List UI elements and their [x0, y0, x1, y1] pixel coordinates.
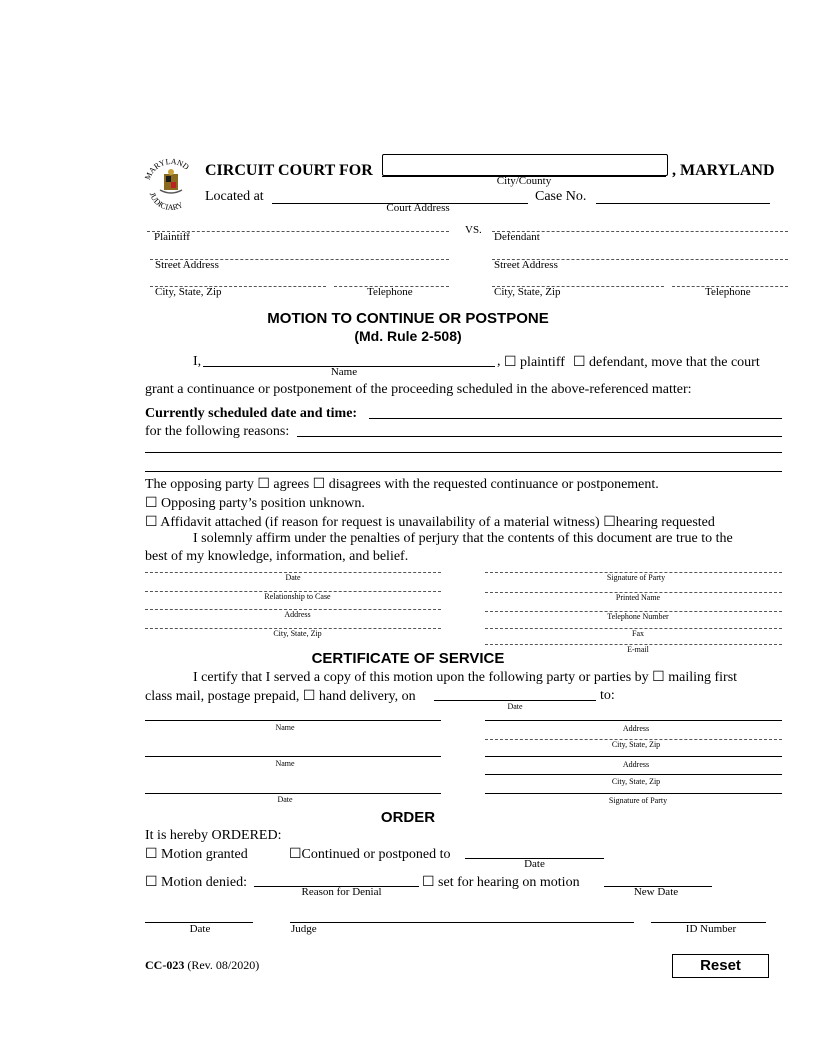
motion-denied-checkbox[interactable]: ☐ Motion denied: [145, 875, 247, 890]
form-revision: (Rev. 08/2020) [187, 958, 260, 972]
plaintiff-city-caption: City, State, Zip [155, 286, 222, 298]
form-id-code: CC-023 [145, 958, 185, 972]
plaintiff-street-caption: Street Address [155, 259, 219, 271]
i-label: I, [193, 354, 202, 369]
sig-date-caption: Date [285, 573, 301, 582]
service-signature-caption: Signature of Party [608, 796, 668, 805]
affirm-text-1: I solemnly affirm under the penalties of perjury that the contents of this document are true to the [193, 531, 733, 546]
case-no-label: Case No. [535, 189, 587, 204]
plaintiff-caption: Plaintiff [154, 231, 190, 243]
position-unknown-checkbox[interactable]: ☐ Opposing party’s position unknown. [145, 496, 365, 511]
service-address-2-field[interactable] [485, 756, 782, 757]
service-name-2-caption: Name [275, 759, 295, 768]
affidavit-checkbox[interactable]: ☐ Affidavit attached (if reason for request is unavailability of a material witness) ☐hearing requested [145, 515, 715, 530]
city-county-caption: City/County [496, 175, 552, 187]
party-signature-caption: Signature of Party [606, 573, 666, 582]
movant-name-caption: Name [330, 366, 358, 378]
seal-text-top: MARYLAND [143, 156, 191, 182]
certify-line-1[interactable]: I certify that I served a copy of this motion upon the following party or parties by ☐ mailing first [193, 670, 738, 685]
affirm-text-2: best of my knowledge, information, and belief. [145, 549, 409, 564]
defendant-checkbox[interactable]: ☐ defendant, move that the court [573, 355, 760, 370]
service-name-2-field[interactable] [145, 756, 441, 757]
service-date-caption: Date [507, 702, 523, 711]
service-name-1-caption: Name [275, 723, 295, 732]
case-no-field[interactable] [596, 203, 770, 204]
certificate-title: CERTIFICATE OF SERVICE [311, 650, 505, 667]
plaintiff-checkbox[interactable]: ☐ plaintiff [504, 355, 565, 370]
sig-city-caption: City, State, Zip [273, 629, 322, 638]
defendant-city-caption: City, State, Zip [494, 286, 561, 298]
motion-title: MOTION TO CONTINUE OR POSTPONE [267, 310, 549, 327]
service-city-2-field[interactable] [485, 774, 782, 775]
reasons-field-3[interactable] [145, 471, 782, 472]
relationship-caption: Relationship to Case [264, 592, 331, 601]
vs-label: VS. [465, 224, 482, 236]
grant-text: grant a continuance or postponement of the proceeding scheduled in the above-referenced matter: [145, 382, 692, 397]
judge-caption: Judge [291, 923, 317, 935]
service-city-1-caption: City, State, Zip [611, 740, 661, 749]
fax-caption: Fax [632, 629, 644, 638]
scheduled-label: Currently scheduled date and time: [145, 406, 358, 421]
service-date-sign-field[interactable] [145, 793, 441, 794]
continued-date-caption: Date [524, 858, 545, 870]
id-number-caption: ID Number [685, 923, 737, 935]
motion-rule: (Md. Rule 2-508) [354, 328, 462, 344]
ordered-text: It is hereby ORDERED: [145, 828, 282, 843]
sig-address-caption: Address [284, 610, 311, 619]
form-id [145, 958, 259, 973]
reasons-field-2[interactable] [145, 452, 782, 453]
set-hearing-checkbox[interactable]: ☐ set for hearing on motion [422, 875, 580, 890]
order-title: ORDER [380, 809, 436, 826]
reasons-field-1[interactable] [297, 436, 782, 437]
reasons-label: for the following reasons: [145, 424, 290, 439]
motion-granted-checkbox[interactable]: ☐ Motion granted [145, 847, 248, 862]
plaintiff-field[interactable] [147, 231, 449, 232]
state-label: , MARYLAND [672, 162, 775, 179]
new-date-caption: New Date [633, 886, 679, 898]
defendant-telephone-caption: Telephone [705, 286, 751, 298]
service-address-2-caption: Address [622, 760, 650, 769]
denial-reason-caption: Reason for Denial [301, 886, 382, 898]
judge-signature-field[interactable] [290, 922, 634, 923]
court-label: CIRCUIT COURT FOR [205, 162, 373, 179]
service-date-field[interactable] [434, 700, 596, 701]
reset-button[interactable]: Reset [672, 954, 769, 978]
court-address-caption: Court Address [386, 202, 450, 214]
service-address-1-caption: Address [622, 724, 650, 733]
certify-line-2[interactable]: class mail, postage prepaid, ☐ hand delivery, on [145, 689, 416, 704]
order-date-caption: Date [189, 923, 211, 935]
telephone-number-caption: Telephone Number [607, 612, 669, 621]
defendant-caption: Defendant [494, 231, 540, 243]
comma: , [497, 354, 501, 369]
opposing-party-line[interactable]: The opposing party ☐ agrees ☐ disagrees with the requested continuance or postponement. [145, 477, 659, 492]
service-name-1-field[interactable] [145, 720, 441, 721]
defendant-street-caption: Street Address [494, 259, 558, 271]
plaintiff-telephone-caption: Telephone [367, 286, 413, 298]
city-county-input[interactable] [382, 154, 668, 176]
continued-checkbox[interactable]: ☐Continued or postponed to [289, 847, 451, 862]
located-at-label: Located at [205, 189, 264, 204]
svg-text:JUDICIARY [148, 191, 185, 212]
seal-text-bottom: JUDICIARY [147, 191, 185, 213]
service-date-sign-caption: Date [277, 795, 293, 804]
scheduled-date-field[interactable] [369, 418, 782, 419]
maryland-judiciary-seal [143, 152, 199, 214]
service-address-1-field[interactable] [485, 720, 782, 721]
service-city-2-caption: City, State, Zip [611, 777, 661, 786]
to-label: to: [600, 688, 615, 703]
printed-name-caption: Printed Name [615, 593, 661, 602]
email-caption: E-mail [627, 645, 649, 654]
service-signature-field[interactable] [485, 793, 782, 794]
